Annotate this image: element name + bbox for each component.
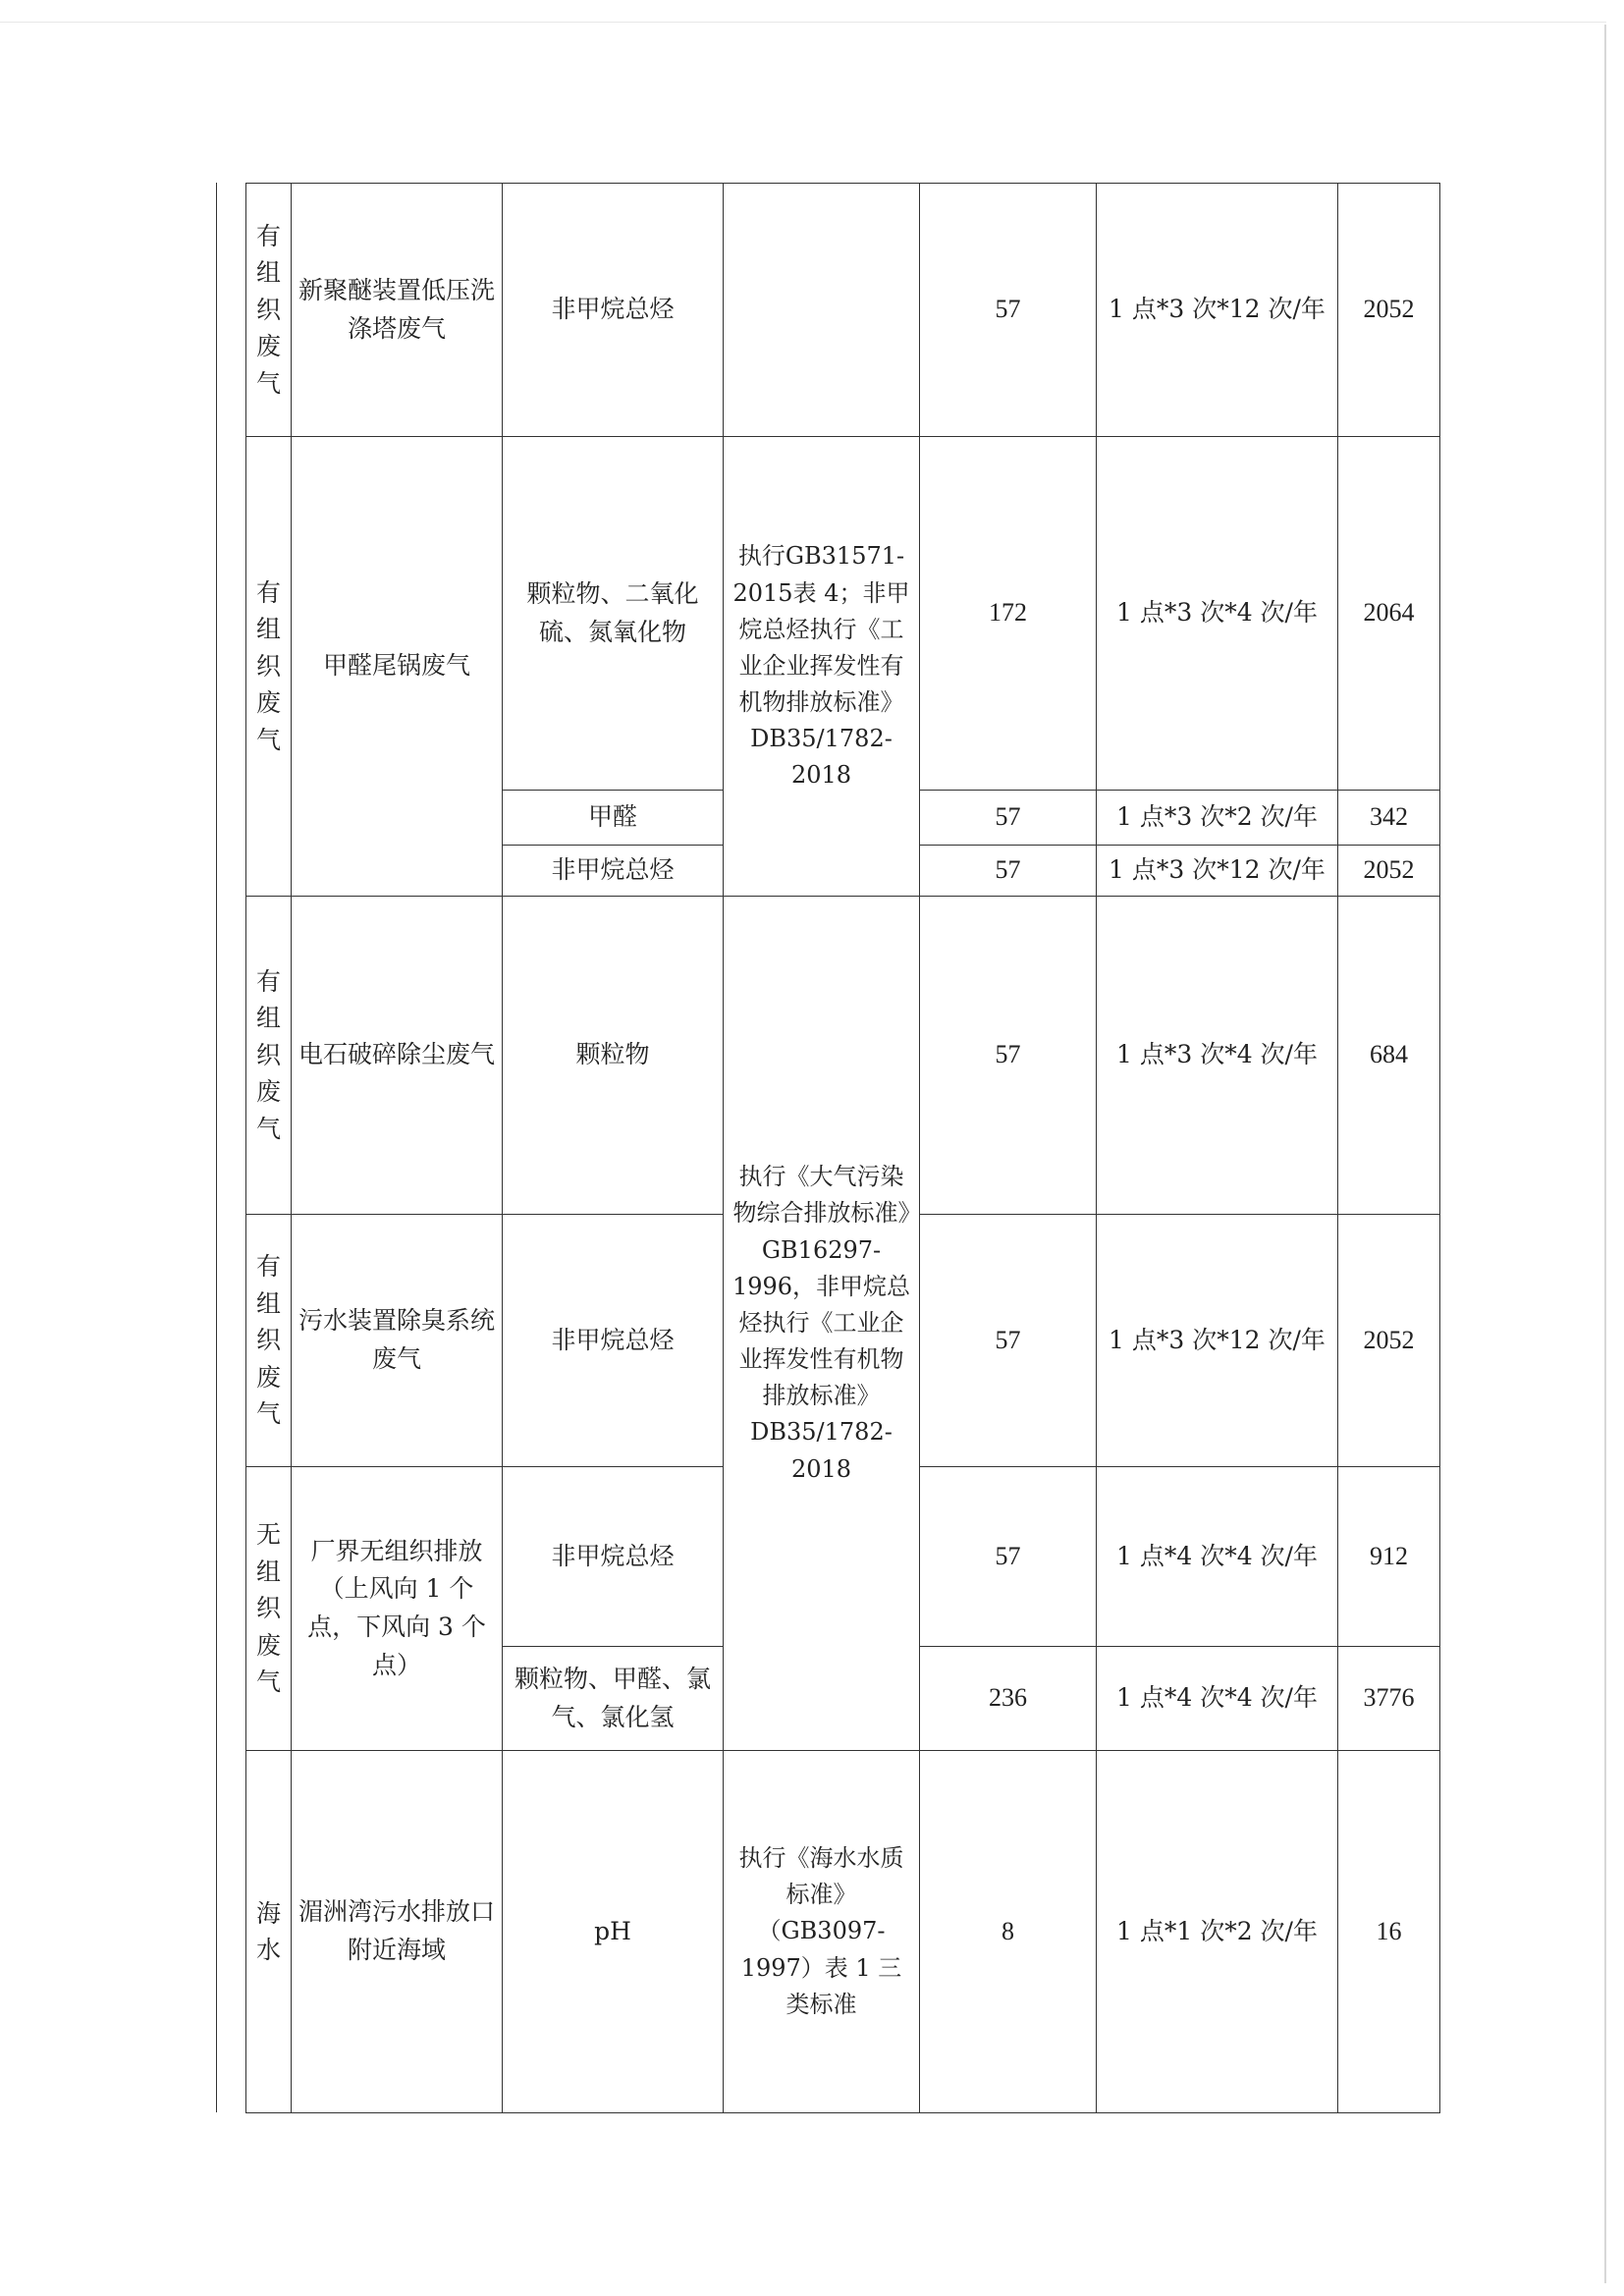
source-cell: 污水装置除臭系统废气 [292,1215,503,1467]
frequency-cell: 1 点*3 次*12 次/年 [1097,1215,1338,1467]
table-row [246,1751,1440,2113]
category-cell: 有 组 织 废 气 [246,184,292,437]
standard-cell: 执行GB31571-2015表 4；非甲烷总烃执行《工业企业挥发性有机物排放标准》DB35/1782-2018 [724,437,920,897]
category-cell: 有 组 织 废 气 [246,437,292,897]
pollutant-cell: 非甲烷总烃 [503,1215,724,1467]
pollutant-cell: 非甲烷总烃 [503,846,724,897]
total-cell: 2052 [1338,846,1440,897]
count-cell: 8 [920,1751,1097,2113]
frequency-cell: 1 点*3 次*4 次/年 [1097,897,1338,1215]
pollutant-cell: 颗粒物 [503,897,724,1215]
category-cell: 有 组 织 废 气 [246,1215,292,1467]
frequency-cell: 1 点*1 次*2 次/年 [1097,1751,1338,2113]
total-cell: 912 [1338,1467,1440,1647]
count-cell: 57 [920,846,1097,897]
pollutant-cell: 颗粒物、甲醛、氯气、氯化氢 [503,1647,724,1751]
total-cell: 2052 [1338,184,1440,437]
count-cell: 236 [920,1647,1097,1751]
pollutant-cell: 非甲烷总烃 [503,184,724,437]
total-cell: 684 [1338,897,1440,1215]
total-cell: 2064 [1338,437,1440,791]
table-row [246,437,1440,791]
source-cell: 湄洲湾污水排放口附近海域 [292,1751,503,2113]
monitoring-table [245,183,1440,2113]
total-cell: 342 [1338,791,1440,846]
frequency-cell: 1 点*4 次*4 次/年 [1097,1467,1338,1647]
frequency-cell: 1 点*3 次*2 次/年 [1097,791,1338,846]
source-cell: 厂界无组织排放（上风向 1 个点，下风向 3 个点） [292,1467,503,1751]
count-cell: 172 [920,437,1097,791]
category-cell: 无 组 织 废 气 [246,1467,292,1751]
category-cell: 海 水 [246,1751,292,2113]
standard-cell [724,184,920,437]
source-cell: 新聚醚装置低压洗涤塔废气 [292,184,503,437]
category-cell: 有 组 织 废 气 [246,897,292,1215]
standard-cell: 执行《海水水质标准》（GB3097-1997）表 1 三类标准 [724,1751,920,2113]
count-cell: 57 [920,1467,1097,1647]
page-right-edge [1604,25,1606,2283]
pollutant-cell: 甲醛 [503,791,724,846]
count-cell: 57 [920,791,1097,846]
total-cell: 2052 [1338,1215,1440,1467]
frequency-cell: 1 点*3 次*4 次/年 [1097,437,1338,791]
frequency-cell: 1 点*3 次*12 次/年 [1097,184,1338,437]
pollutant-cell: 非甲烷总烃 [503,1467,724,1647]
pollutant-cell: 颗粒物、二氧化硫、氮氧化物 [503,437,724,791]
table-left-border [216,183,217,2112]
total-cell: 3776 [1338,1647,1440,1751]
pollutant-cell: pH [503,1751,724,2113]
count-cell: 57 [920,184,1097,437]
source-cell: 甲醛尾锅废气 [292,437,503,897]
standard-cell: 执行《大气污染物综合排放标准》GB16297-1996，非甲烷总烃执行《工业企业挥发性有机物排放标准》DB35/1782-2018 [724,897,920,1751]
count-cell: 57 [920,1215,1097,1467]
page-top-edge [0,22,1606,23]
count-cell: 57 [920,897,1097,1215]
source-cell: 电石破碎除尘废气 [292,897,503,1215]
table-row [246,897,1440,1215]
total-cell: 16 [1338,1751,1440,2113]
table-row [246,184,1440,437]
frequency-cell: 1 点*4 次*4 次/年 [1097,1647,1338,1751]
frequency-cell: 1 点*3 次*12 次/年 [1097,846,1338,897]
